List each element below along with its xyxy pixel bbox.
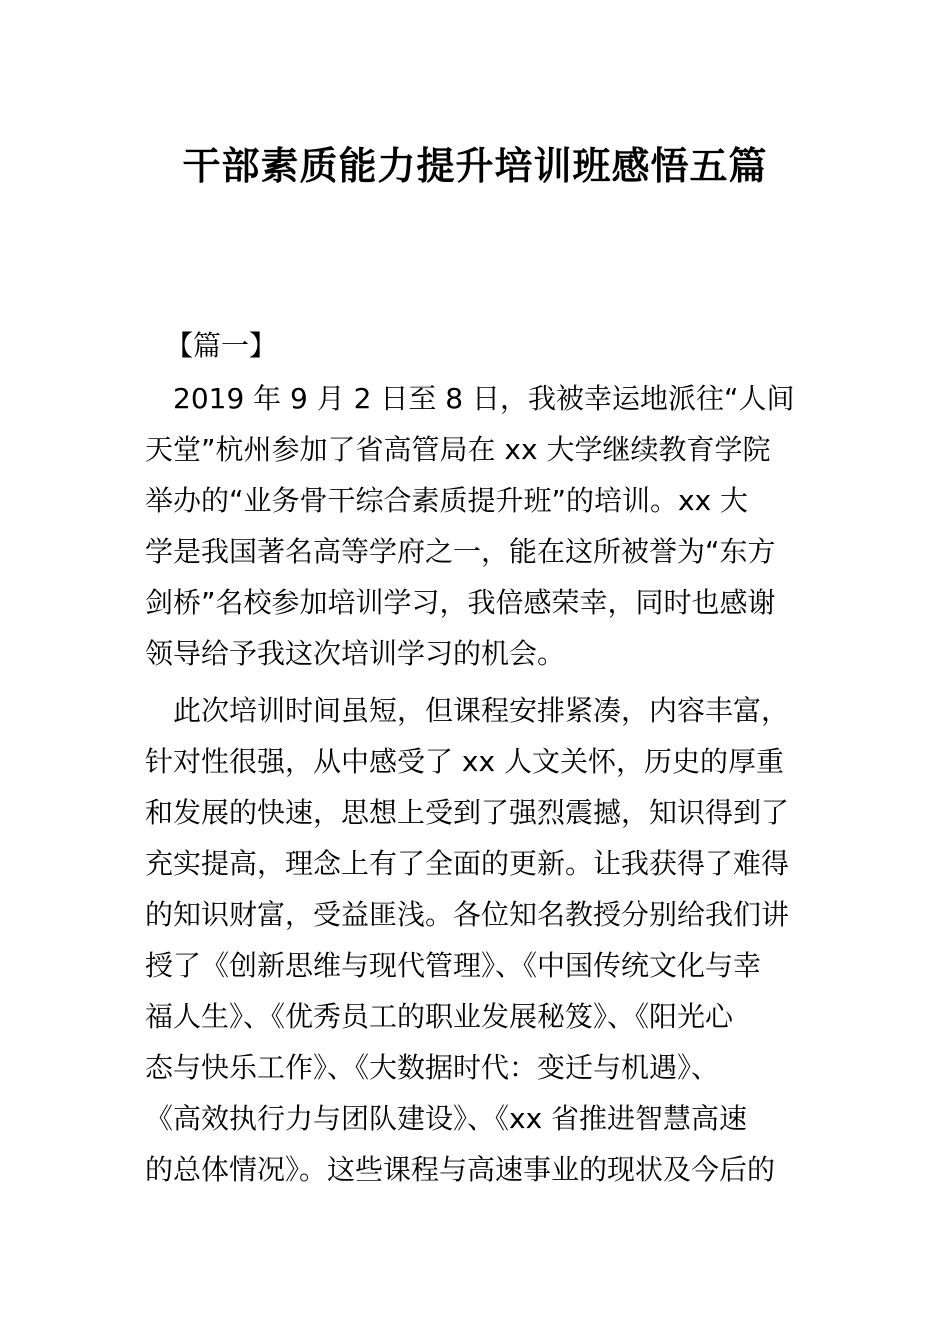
paragraph-1 <box>145 373 807 679</box>
text-line: 的总体情况》。这些课程与高速事业的现状及今后的 <box>145 1153 776 1186</box>
section-label: 【篇一】 <box>165 329 278 362</box>
paragraph-2 <box>145 685 807 1195</box>
text-line: 2019 年 9 月 2 日至 8 日，我被幸运地派往“人间 <box>145 382 795 415</box>
text-line: 和发展的快速，思想上受到了强烈震撼，知识得到了 <box>145 796 790 829</box>
text-line: 态与快乐工作》、《大数据时代：变迁与机遇》、 <box>145 1051 720 1084</box>
text-line: 领导给予我这次培训学习的机会。 <box>145 637 566 670</box>
text-line: 举办的“业务骨干综合素质提升班”的培训。xx 大 <box>145 484 749 517</box>
text-line: 《高效执行力与团队建设》、《xx 省推进智慧高速 <box>145 1102 748 1135</box>
text-line: 授了《创新思维与现代管理》、《中国传统文化与幸 <box>145 949 762 982</box>
text-line: 充实提高，理念上有了全面的更新。让我获得了难得 <box>145 847 790 880</box>
text-line: 此次培训时间虽短，但课程安排紧凑，内容丰富， <box>145 694 790 727</box>
text-line: 福人生》、《优秀员工的职业发展秘笈》、《阳光心 <box>145 1000 734 1033</box>
document-body <box>145 320 807 1201</box>
document-title: 干部素质能力提升培训班感悟五篇 <box>182 144 768 188</box>
text-line: 天堂”杭州参加了省高管局在 xx 大学继续教育学院 <box>145 433 771 466</box>
text-line: 学是我国著名高等学府之一，能在这所被誉为“东方 <box>145 535 776 568</box>
text-line: 的知识财富，受益匪浅。各位知名教授分别给我们讲 <box>145 898 790 931</box>
text-line: 针对性很强，从中感受了 xx 人文关怀，历史的厚重 <box>145 745 784 778</box>
text-line: 剑桥”名校参加培训学习，我倍感荣幸，同时也感谢 <box>145 586 776 619</box>
